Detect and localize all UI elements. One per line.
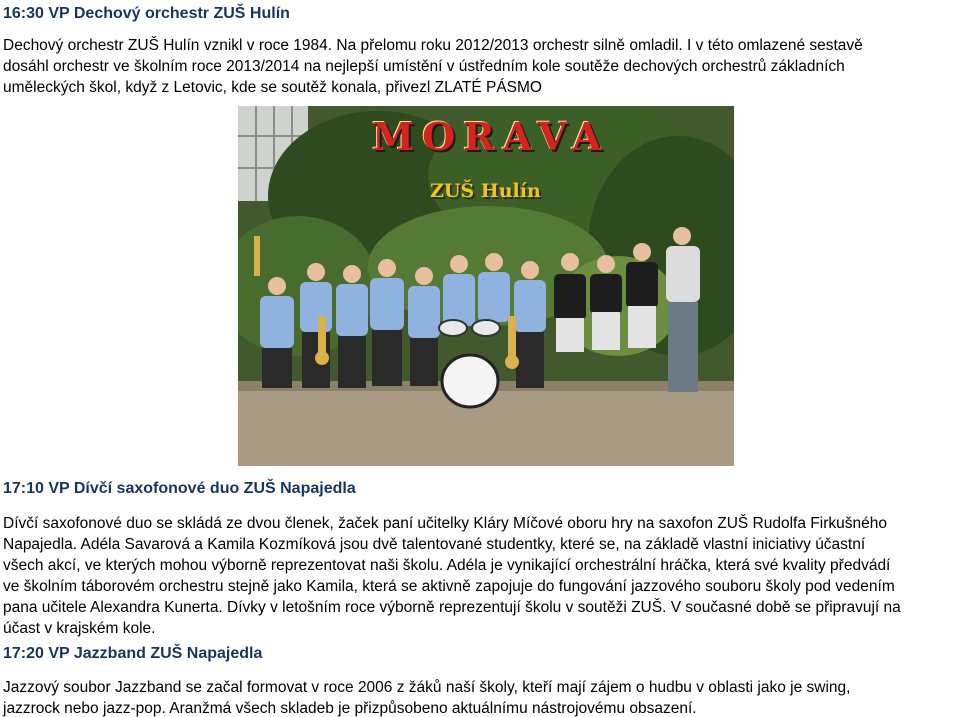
section-text-jazzband [3, 677, 960, 717]
photo-scene [238, 106, 734, 466]
text-line: Napajedla. Adéla Savarová a Kamila Kozmíková jsou dvě talentované studentky, které se, na základě vlastní iniciativy účastní [3, 536, 866, 553]
text-line: jazzrock nebo jazz-pop. Aranžmá všech skladeb je přizpůsobeno aktuálnímu nástrojovému obsazení. [3, 700, 697, 717]
photo-subtitle: ZUŠ Hulín [430, 180, 541, 202]
text-line: všech akcí, ve kterých mohou výborně reprezentovat naši školu. Adéla je vynikající orchestrální hráčka, která své kvality předvádí [3, 557, 891, 574]
text-line: Jazzový soubor Jazzband se začal formovat v roce 2006 z žáků naší školy, kteří mají zájem o hudbu v oblasti jako je swing, [3, 679, 851, 696]
section-heading-orchestr: 16:30 VP Dechový orchestr ZUŠ Hulín [3, 5, 290, 22]
text-line: dosáhl orchestr ve školním roce 2013/2014 na nejlepší umístění v ústředním kole soutěže dechových orchestrů základních [3, 58, 845, 75]
orchestra-photo [238, 106, 734, 466]
section-text-orchestr [3, 35, 960, 98]
section-heading-sax-duo: 17:10 VP Dívčí saxofonové duo ZUŠ Napajedla [3, 480, 356, 497]
text-line: Dívčí saxofonové duo se skládá ze dvou členek, žaček paní učitelky Kláry Míčové oboru hry na saxofon ZUŠ Rudolfa Firkušného [3, 515, 887, 532]
text-line: pana učitele Alexandra Kunerta. Dívky v letošním roce výborně reprezentují školu v soutěži ZUŠ. V současné době se připravují na [3, 599, 901, 616]
text-line: účast v krajském kole. [3, 620, 156, 637]
photo-title: MORAVA [372, 114, 610, 159]
section-text-sax-duo [3, 513, 960, 639]
section-heading-jazzband: 17:20 VP Jazzband ZUŠ Napajedla [3, 645, 263, 662]
text-line: ve školním táborovém orchestru stejně jako Kamila, která se aktivně zapojuje do fungování jazzového souboru školy pod vedením [3, 578, 895, 595]
text-line: Dechový orchestr ZUŠ Hulín vznikl v roce 1984. Na přelomu roku 2012/2013 orchestr silně omladil. I v této omlazené sestavě [3, 37, 863, 54]
text-line: uměleckých škol, když z Letovic, kde se soutěž konala, přivezl ZLATÉ PÁSMO [3, 79, 542, 96]
